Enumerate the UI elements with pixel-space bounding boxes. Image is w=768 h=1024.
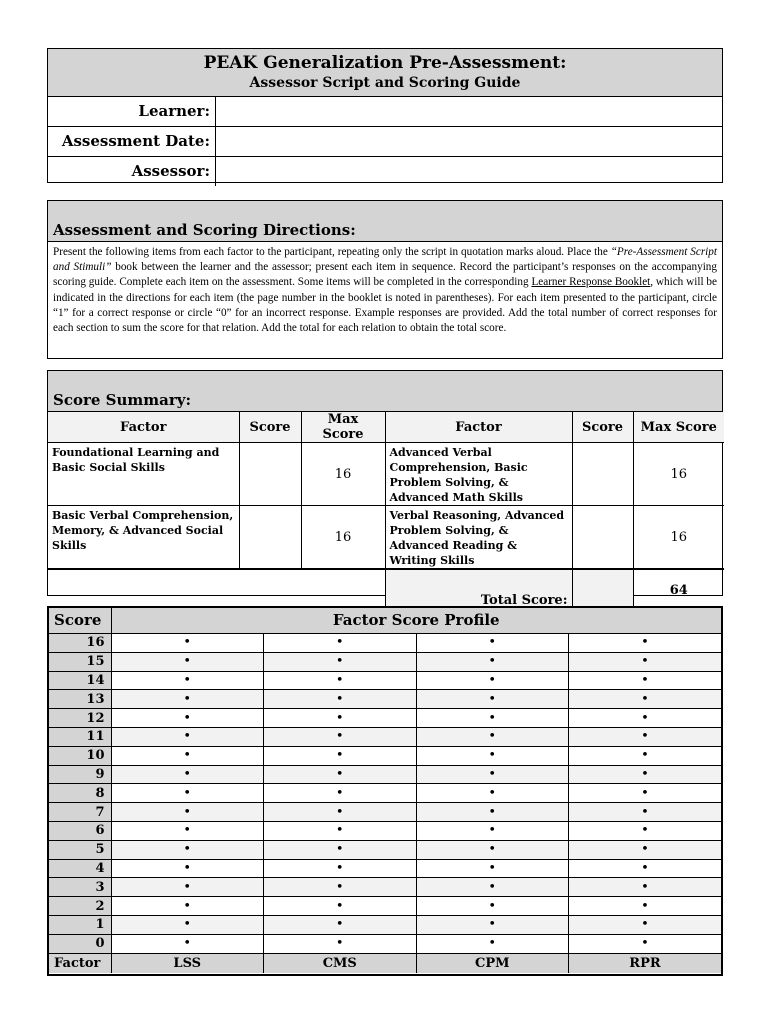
profile-dot-lss[interactable]: • [111,746,264,765]
profile-score-value: 2 [49,897,111,916]
profile-dot-cms[interactable]: • [264,652,417,671]
learner-row [48,97,722,127]
profile-dot-cpm[interactable]: • [416,934,569,953]
assessor-field[interactable] [216,157,722,186]
profile-row [49,746,721,765]
document-title: PEAK Generalization Pre-Assessment: [203,53,567,73]
profile-dot-rpr[interactable]: • [569,803,722,822]
profile-dot-rpr[interactable]: • [569,934,722,953]
profile-dot-cms[interactable]: • [264,634,417,653]
profile-row [49,652,721,671]
col-score-right: Score [572,412,633,443]
factor-name: Advanced Verbal Comprehension, Basic Problem Solving, & Advanced Math Skills [385,443,572,506]
profile-dot-lss[interactable]: • [111,840,264,859]
profile-dot-cpm[interactable]: • [416,671,569,690]
profile-dot-lss[interactable]: • [111,803,264,822]
directions-part-1: Present the following items from each factor to the participant, repeating only the script in quotation marks aloud. Place the [53,246,611,258]
profile-dot-rpr[interactable]: • [569,727,722,746]
score-cell[interactable] [239,506,301,570]
total-score-field[interactable] [572,569,633,610]
col-max-left: Max Score [301,412,385,443]
profile-dot-rpr[interactable]: • [569,821,722,840]
profile-dot-cpm[interactable]: • [416,784,569,803]
profile-row [49,765,721,784]
profile-score-value: 13 [49,690,111,709]
profile-dot-cpm[interactable]: • [416,859,569,878]
directions-heading: Assessment and Scoring Directions: [53,221,356,239]
profile-score-value: 8 [49,784,111,803]
score-cell[interactable] [572,443,633,506]
document-subtitle: Assessor Script and Scoring Guide [249,75,521,91]
profile-dot-rpr[interactable]: • [569,634,722,653]
profile-row [49,859,721,878]
profile-dot-cpm[interactable]: • [416,634,569,653]
profile-score-value: 0 [49,934,111,953]
score-summary-band [48,371,722,412]
profile-dot-cms[interactable]: • [264,859,417,878]
max-score-cell: 16 [301,443,385,506]
profile-score-value: 1 [49,915,111,934]
summary-row [48,506,724,570]
score-cell[interactable] [239,443,301,506]
profile-factor-rpr: RPR [569,953,722,973]
factor-name: Basic Verbal Comprehension, Memory, & Advanced Social Skills [48,506,239,570]
profile-dot-lss[interactable]: • [111,821,264,840]
learner-label: Learner: [48,97,216,126]
title-band [48,49,722,97]
profile-dot-cms[interactable]: • [264,915,417,934]
col-factor-left: Factor [48,412,239,443]
profile-dot-lss[interactable]: • [111,652,264,671]
profile-dot-cms[interactable]: • [264,878,417,897]
profile-row [49,897,721,916]
profile-dot-rpr[interactable]: • [569,897,722,916]
profile-dot-lss[interactable]: • [111,709,264,728]
profile-row [49,840,721,859]
assessment-date-field[interactable] [216,127,722,156]
col-max-right: Max Score [633,412,724,443]
directions-part-2: book between the learner and the assessor; present each item in sequence. Record the participant’s responses on the accompanying scoring guide. Complete each item on the assessment. Some items will be completed in the corresponding [53,261,717,289]
learner-field[interactable] [216,97,722,126]
profile-score-label: Score [49,608,111,634]
profile-factor-cpm: CPM [416,953,569,973]
profile-dot-cms[interactable]: • [264,803,417,822]
profile-row [49,878,721,897]
profile-dot-rpr[interactable]: • [569,784,722,803]
profile-dot-lss[interactable]: • [111,859,264,878]
profile-dot-cms[interactable]: • [264,746,417,765]
profile-dot-cpm[interactable]: • [416,765,569,784]
profile-dot-lss[interactable]: • [111,671,264,690]
profile-dot-lss[interactable]: • [111,784,264,803]
total-max-score: 64 [633,569,724,610]
profile-dot-lss[interactable]: • [111,765,264,784]
profile-row [49,934,721,953]
score-summary-section [47,370,723,608]
assessment-header [47,48,723,183]
profile-score-value: 9 [49,765,111,784]
factor-name: Verbal Reasoning, Advanced Problem Solving, & Advanced Reading & Writing Skills [385,506,572,570]
profile-dot-cms[interactable]: • [264,821,417,840]
directions-part-3: , which will be indicated in the directions for each item (the page number in the booklet is noted in parentheses). For each item presented to the participant, circle “1” for a correct response or circle “0” for an incorrect response. Example responses are provided. Add the total number of correct responses for each section to sum the score for that relation. Add the total for each relation to obtain the total score. [53,276,717,335]
profile-dot-rpr[interactable]: • [569,915,722,934]
score-summary-table [48,412,724,610]
profile-dot-rpr[interactable]: • [569,652,722,671]
profile-table [49,608,721,973]
profile-title: Factor Score Profile [111,608,721,634]
profile-dot-cms[interactable]: • [264,709,417,728]
profile-row [49,727,721,746]
profile-score-value: 11 [49,727,111,746]
profile-dot-cpm[interactable]: • [416,652,569,671]
profile-row [49,709,721,728]
profile-row [49,803,721,822]
profile-dot-lss[interactable]: • [111,915,264,934]
profile-dot-cms[interactable]: • [264,897,417,916]
profile-dot-cpm[interactable]: • [416,821,569,840]
factor-score-profile [47,606,723,976]
profile-dot-cpm[interactable]: • [416,878,569,897]
profile-dot-lss[interactable]: • [111,690,264,709]
profile-dot-cms[interactable]: • [264,765,417,784]
profile-dot-rpr[interactable]: • [569,709,722,728]
profile-dot-cms[interactable]: • [264,934,417,953]
profile-score-value: 6 [49,821,111,840]
col-score-left: Score [239,412,301,443]
profile-dot-cms[interactable]: • [264,727,417,746]
profile-score-value: 16 [49,634,111,653]
profile-header-row [49,608,721,634]
score-cell[interactable] [572,506,633,570]
summary-row [48,443,724,506]
total-score-label: Total Score: [385,569,572,610]
profile-footer-row [49,953,721,973]
profile-row [49,690,721,709]
profile-dot-cpm[interactable]: • [416,709,569,728]
profile-dot-rpr[interactable]: • [569,690,722,709]
total-blank [48,569,385,610]
profile-dot-lss[interactable]: • [111,727,264,746]
profile-row [49,784,721,803]
profile-score-value: 15 [49,652,111,671]
profile-dot-rpr[interactable]: • [569,840,722,859]
directions-text [48,242,722,336]
profile-dot-rpr[interactable]: • [569,746,722,765]
col-factor-right: Factor [385,412,572,443]
profile-score-value: 14 [49,671,111,690]
profile-dot-cms[interactable]: • [264,840,417,859]
assessment-date-label: Assessment Date: [48,127,216,156]
max-score-cell: 16 [633,506,724,570]
profile-score-value: 12 [49,709,111,728]
profile-dot-cpm[interactable]: • [416,746,569,765]
profile-dot-cpm[interactable]: • [416,915,569,934]
profile-dot-cms[interactable]: • [264,671,417,690]
profile-score-value: 7 [49,803,111,822]
profile-dot-cms[interactable]: • [264,784,417,803]
assessor-row [48,157,722,186]
assessment-date-row [48,127,722,157]
directions-band [48,201,722,242]
max-score-cell: 16 [633,443,724,506]
profile-dot-rpr[interactable]: • [569,878,722,897]
profile-dot-lss[interactable]: • [111,934,264,953]
total-row [48,569,724,610]
profile-dot-cpm[interactable]: • [416,803,569,822]
profile-row [49,821,721,840]
learner-response-booklet-link: Learner Response Booklet [531,276,651,289]
profile-dot-cpm[interactable]: • [416,690,569,709]
profile-row [49,915,721,934]
profile-dot-cpm[interactable]: • [416,727,569,746]
profile-dot-cms[interactable]: • [264,690,417,709]
profile-dot-rpr[interactable]: • [569,671,722,690]
profile-factor-cms: CMS [264,953,417,973]
factor-name: Foundational Learning and Basic Social Skills [48,443,239,506]
profile-dot-rpr[interactable]: • [569,859,722,878]
assessor-label: Assessor: [48,157,216,186]
profile-dot-rpr[interactable]: • [569,765,722,784]
max-score-cell: 16 [301,506,385,570]
profile-dot-lss[interactable]: • [111,878,264,897]
profile-row [49,634,721,653]
profile-dot-cpm[interactable]: • [416,897,569,916]
profile-score-value: 5 [49,840,111,859]
profile-factor-lss: LSS [111,953,264,973]
score-summary-heading: Score Summary: [53,391,191,409]
profile-score-value: 4 [49,859,111,878]
profile-score-value: 10 [49,746,111,765]
profile-dot-lss[interactable]: • [111,897,264,916]
summary-header-row [48,412,724,443]
directions-section [47,200,723,359]
profile-score-value: 3 [49,878,111,897]
profile-row [49,671,721,690]
profile-dot-lss[interactable]: • [111,634,264,653]
profile-factor-label: Factor [49,953,111,973]
directions-italic-title: “Pre-Assessment Script and Stimuli” [53,246,717,274]
profile-dot-cpm[interactable]: • [416,840,569,859]
